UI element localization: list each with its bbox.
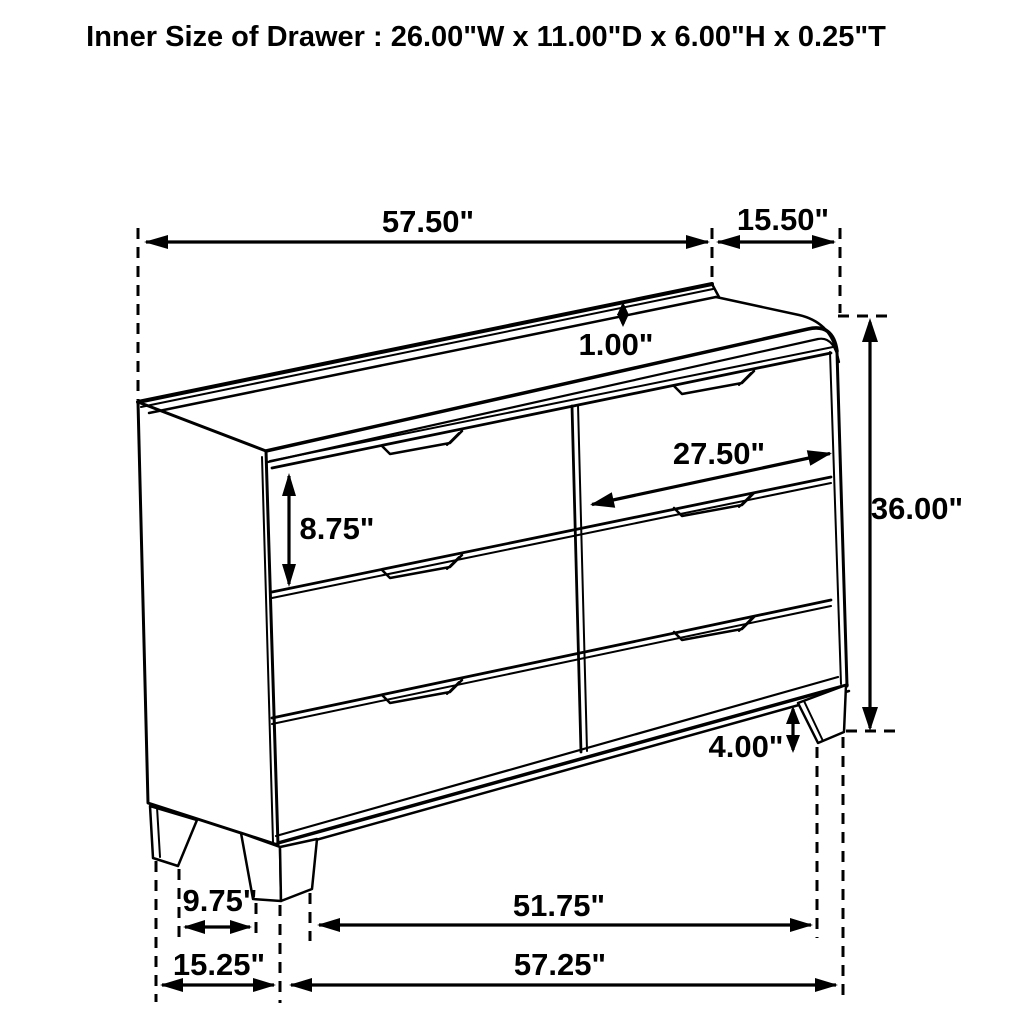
dim-leg-spacing-depth bbox=[179, 869, 258, 941]
dim-label-drawer-width: 27.50" bbox=[672, 436, 766, 471]
arrowhead-right bbox=[815, 978, 838, 992]
arrowhead-right bbox=[790, 918, 813, 932]
top-slab-front-top-edge bbox=[266, 328, 837, 451]
dim-label-top-width: 57.50" bbox=[381, 204, 475, 239]
dim-drawer-width bbox=[590, 436, 832, 508]
arrowhead-down bbox=[786, 735, 800, 753]
arrowhead-left bbox=[716, 235, 740, 249]
dim-overall-height bbox=[838, 316, 963, 731]
dim-top-side-depth bbox=[716, 202, 840, 313]
arrowhead-up bbox=[862, 318, 878, 342]
side-panel-left bbox=[138, 402, 278, 845]
top-rail-end-cap bbox=[712, 284, 719, 297]
arrowhead-left bbox=[144, 235, 168, 249]
dim-label-base-width: 57.25" bbox=[513, 947, 607, 982]
arrowhead-up bbox=[282, 473, 296, 496]
dim-label-leg-spacing-depth: 9.75" bbox=[182, 883, 258, 918]
base-rail-bottom-edge bbox=[280, 691, 849, 850]
dim-label-top-side-depth: 15.50" bbox=[736, 202, 830, 237]
arrowhead-down bbox=[617, 314, 629, 327]
dim-leg-height bbox=[708, 706, 800, 764]
dim-label-base-depth: 15.25" bbox=[172, 947, 266, 982]
arrowhead-right bbox=[230, 920, 252, 934]
arrowhead-left bbox=[317, 918, 340, 932]
base-rail-top-edge bbox=[278, 685, 847, 843]
dim-leg-span-width bbox=[310, 747, 817, 941]
page-title: Inner Size of Drawer : 26.00"W x 11.00"D x 6.00"H x 0.25"T bbox=[86, 21, 886, 53]
top-surface-right-edge bbox=[716, 297, 836, 350]
front-left-leg-front-face bbox=[280, 839, 317, 901]
drawer-handle-flap bbox=[739, 373, 751, 385]
dim-label-leg-height: 4.00" bbox=[708, 729, 784, 764]
dim-label-drawer-face-height: 8.75" bbox=[299, 511, 375, 546]
arrowhead-right bbox=[812, 235, 836, 249]
dresser-line-drawing bbox=[138, 284, 849, 901]
arrowhead-left bbox=[183, 920, 205, 934]
front-right-leg bbox=[798, 685, 846, 743]
dim-label-leg-span-width: 51.75" bbox=[512, 888, 606, 923]
dim-base-width bbox=[289, 737, 843, 1001]
dim-label-top-lip-height: 1.00" bbox=[578, 327, 654, 362]
arrowhead-down bbox=[862, 707, 878, 731]
dim-drawer-face-height bbox=[282, 473, 375, 587]
drawer-handle-flap bbox=[447, 433, 459, 445]
drawer-handle-flap bbox=[447, 557, 459, 569]
drawer-handle-flap bbox=[447, 682, 459, 694]
arrowhead-down bbox=[282, 564, 296, 587]
arrowhead-left bbox=[289, 978, 312, 992]
arrowhead-right bbox=[686, 235, 710, 249]
drawer-gap-2-upper bbox=[272, 600, 831, 718]
dim-label-overall-height: 36.00" bbox=[870, 491, 964, 526]
